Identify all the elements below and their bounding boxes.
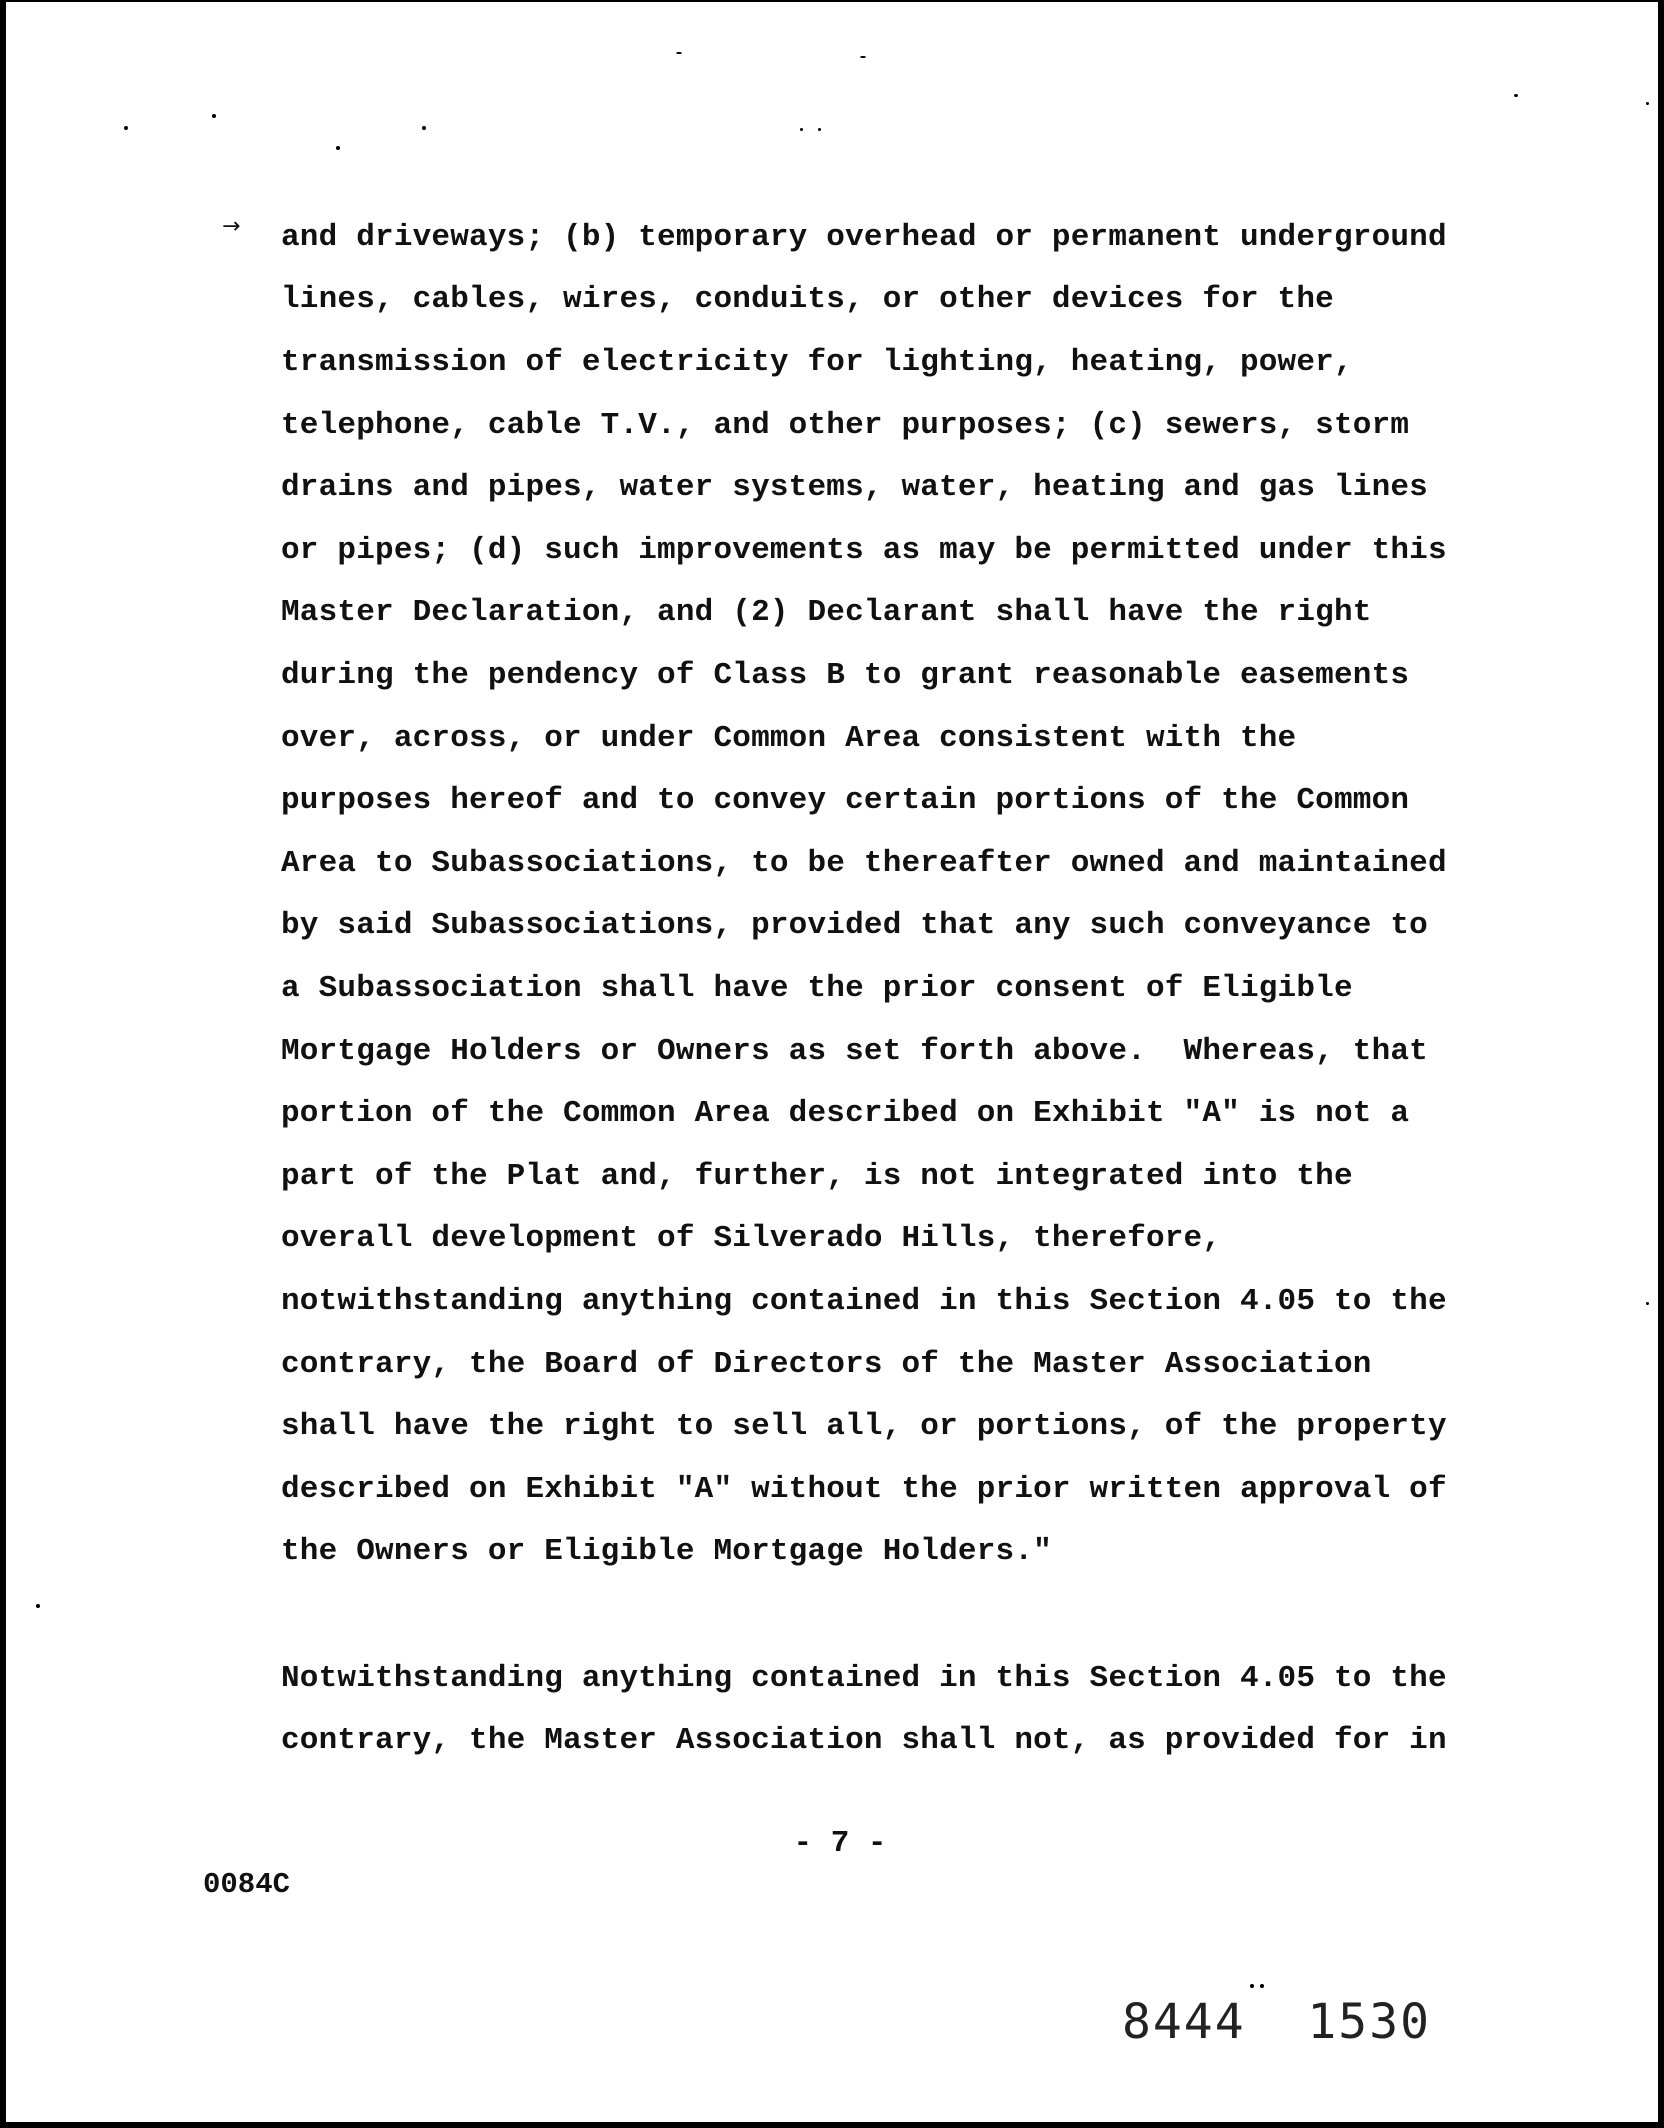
text-line: described on Exhibit "A" without the prior written approval of <box>281 1472 1447 1507</box>
scan-speck <box>336 146 340 150</box>
text-line: shall have the right to sell all, or portions, of the property <box>281 1409 1447 1444</box>
scan-speck <box>1514 94 1518 97</box>
scan-speck <box>212 114 216 118</box>
scan-speck <box>36 1604 40 1608</box>
scan-speck <box>1260 1984 1264 1988</box>
scan-speck <box>818 128 821 131</box>
scan-speck <box>1250 1984 1254 1988</box>
scan-speck <box>422 126 426 130</box>
text-line: Master Declaration, and (2) Declarant shall have the right <box>281 595 1372 630</box>
text-line: lines, cables, wires, conduits, or other devices for the <box>281 282 1334 317</box>
text-line: portion of the Common Area described on Exhibit "A" is not a <box>281 1096 1410 1131</box>
text-line: during the pendency of Class B to grant reasonable easements <box>281 658 1410 693</box>
text-line: overall development of Silverado Hills, therefore, <box>281 1221 1222 1256</box>
margin-mark-icon: → <box>222 214 241 239</box>
scan-speck <box>1646 1302 1649 1305</box>
document-code: 0084C <box>203 1868 291 1901</box>
text-line: telephone, cable T.V., and other purposes; (c) sewers, storm <box>281 408 1410 443</box>
scan-speck <box>800 128 803 131</box>
text-line: a Subassociation shall have the prior consent of Eligible <box>281 971 1353 1006</box>
text-line: contrary, the Master Association shall not, as provided for in <box>281 1723 1447 1758</box>
scan-speck <box>860 56 866 58</box>
text-line: or pipes; (d) such improvements as may be permitted under this <box>281 533 1447 568</box>
text-line: by said Subassociations, provided that any such conveyance to <box>281 908 1428 943</box>
page-number: - 7 - <box>793 1826 887 1861</box>
text-line: Mortgage Holders or Owners as set forth above. Whereas, that <box>281 1034 1428 1069</box>
text-line: contrary, the Board of Directors of the Master Association <box>281 1347 1372 1382</box>
text-line: part of the Plat and, further, is not integrated into the <box>281 1159 1353 1194</box>
text-line: notwithstanding anything contained in this Section 4.05 to the <box>281 1284 1447 1319</box>
text-line: the Owners or Eligible Mortgage Holders." <box>281 1534 1052 1569</box>
text-line: and driveways; (b) temporary overhead or permanent underground <box>281 220 1447 255</box>
text-line: Area to Subassociations, to be thereafter owned and maintained <box>281 846 1447 881</box>
scan-speck <box>124 126 128 130</box>
text-line: purposes hereof and to convey certain portions of the Common <box>281 783 1410 818</box>
scan-speck <box>676 52 682 54</box>
text-line: Notwithstanding anything contained in this Section 4.05 to the <box>281 1661 1447 1696</box>
text-line: over, across, or under Common Area consistent with the <box>281 721 1297 756</box>
text-line: drains and pipes, water systems, water, heating and gas lines <box>281 470 1428 505</box>
text-line: transmission of electricity for lighting, heating, power, <box>281 345 1353 380</box>
scan-speck <box>1646 102 1649 105</box>
stamp-number: 8444 1530 <box>1122 1994 1431 2050</box>
